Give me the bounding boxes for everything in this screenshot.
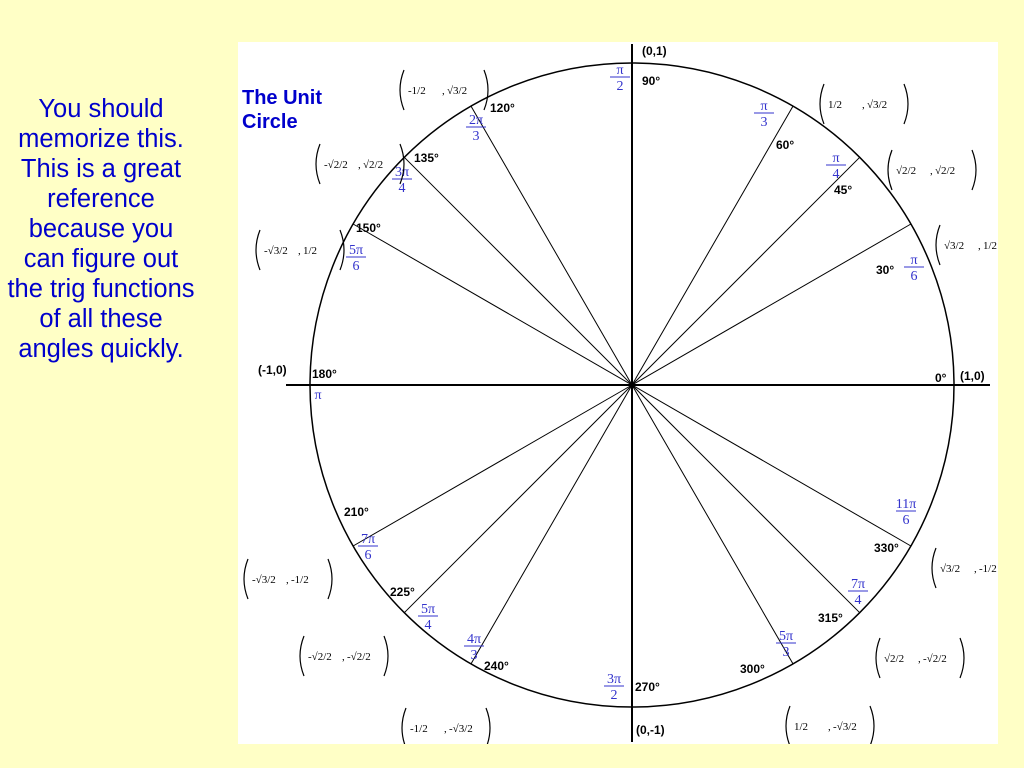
- degree-label-240: 240°: [484, 659, 509, 673]
- radius-line-225: [404, 385, 632, 613]
- unit-circle-panel: [238, 42, 998, 744]
- coordinate-comma-330: ,: [974, 563, 977, 575]
- radius-line-150: [353, 224, 632, 385]
- radian-denominator-120: 3: [472, 129, 480, 144]
- radius-line-300: [632, 385, 793, 664]
- radian-numerator-210: 7π: [360, 532, 376, 547]
- coordinate-comma-225: ,: [342, 651, 345, 663]
- coordinate-y-225: -√2/2: [347, 651, 371, 663]
- coordinate-y-45: √2/2: [935, 165, 956, 177]
- radian-denominator-210: 6: [364, 548, 372, 563]
- radian-numerator-120: 2π: [468, 113, 484, 128]
- radius-line-135: [404, 157, 632, 385]
- coordinate-right-paren-60: [904, 84, 908, 124]
- coordinate-left-paren-150: [256, 230, 260, 270]
- radian-numerator-330: 11π: [895, 497, 917, 512]
- coordinate-right-paren-240: [486, 708, 490, 744]
- radius-line-30: [632, 224, 911, 385]
- unit-circle-diagram: [238, 42, 998, 744]
- coordinate-y-240: -√3/2: [449, 723, 473, 735]
- radian-numerator-270: 3π: [606, 672, 622, 687]
- radian-denominator-315: 4: [854, 593, 862, 608]
- radian-denominator-60: 3: [760, 115, 768, 130]
- degree-label-120: 120°: [490, 101, 515, 115]
- point-label-right: (1,0): [960, 369, 985, 383]
- degree-label-180: 180°: [312, 367, 337, 381]
- radian-numerator-135: 3π: [394, 165, 410, 180]
- coordinate-comma-210: ,: [286, 574, 289, 586]
- radian-numerator-30: π: [910, 253, 918, 268]
- coordinate-comma-120: ,: [442, 85, 445, 97]
- coordinate-left-paren-315: [876, 638, 880, 678]
- coordinate-comma-135: ,: [358, 159, 361, 171]
- radius-line-330: [632, 385, 911, 546]
- point-label-top: (0,1): [642, 44, 667, 58]
- radian-denominator-150: 6: [352, 259, 360, 274]
- coordinate-x-60: 1/2: [828, 99, 843, 111]
- coordinate-x-210: -√3/2: [252, 574, 276, 586]
- coordinate-left-paren-225: [300, 636, 304, 676]
- coordinate-right-paren-120: [484, 70, 488, 110]
- coordinate-x-225: -√2/2: [308, 651, 332, 663]
- coordinate-left-paren-120: [400, 70, 404, 110]
- coordinate-comma-150: ,: [298, 245, 301, 257]
- radian-numerator-150: 5π: [348, 243, 364, 258]
- coordinate-left-paren-240: [402, 708, 406, 744]
- radius-line-240: [471, 385, 632, 664]
- coordinate-left-paren-30: [936, 225, 940, 265]
- coordinate-x-120: -1/2: [408, 85, 426, 97]
- coordinate-y-210: -1/2: [291, 574, 309, 586]
- radian-denominator-90: 2: [616, 79, 624, 94]
- radian-denominator-270: 2: [610, 688, 618, 703]
- degree-label-45: 45°: [834, 183, 853, 197]
- coordinate-right-paren-210: [328, 559, 332, 599]
- coordinate-left-paren-45: [888, 150, 892, 190]
- coordinate-left-paren-135: [316, 144, 320, 184]
- coordinate-comma-315: ,: [918, 653, 921, 665]
- coordinate-right-paren-150: [340, 230, 344, 270]
- coordinate-x-330: √3/2: [940, 563, 961, 575]
- coordinate-y-150: 1/2: [303, 245, 318, 257]
- radian-numerator-90: π: [616, 63, 624, 78]
- radian-numerator-240: 4π: [466, 632, 482, 647]
- radian-denominator-330: 6: [902, 513, 910, 528]
- coordinate-right-paren-225: [384, 636, 388, 676]
- degree-label-60: 60°: [776, 138, 795, 152]
- coordinate-x-150: -√3/2: [264, 245, 288, 257]
- coordinate-y-330: -1/2: [979, 563, 997, 575]
- radian-denominator-30: 6: [910, 269, 918, 284]
- degree-label-330: 330°: [874, 541, 899, 555]
- radian-numerator-180: π: [314, 388, 322, 403]
- radian-denominator-225: 4: [424, 618, 432, 633]
- coordinate-left-paren-60: [820, 84, 824, 124]
- coordinate-y-120: √3/2: [447, 85, 468, 97]
- radian-numerator-300: 5π: [778, 629, 794, 644]
- radian-numerator-315: 7π: [850, 577, 866, 592]
- point-label-bottom: (0,-1): [636, 723, 665, 737]
- coordinate-left-paren-330: [932, 548, 936, 588]
- radius-line-210: [353, 385, 632, 546]
- radius-line-45: [632, 157, 860, 385]
- degree-label-210: 210°: [344, 505, 369, 519]
- degree-label-270: 270°: [635, 680, 660, 694]
- radian-denominator-240: 3: [470, 648, 478, 663]
- coordinate-right-paren-300: [870, 706, 874, 744]
- degree-label-315: 315°: [818, 611, 843, 625]
- coordinate-comma-300: ,: [828, 721, 831, 733]
- radian-denominator-45: 4: [832, 167, 840, 182]
- coordinate-x-45: √2/2: [896, 165, 917, 177]
- degree-label-300: 300°: [740, 662, 765, 676]
- coordinate-x-135: -√2/2: [324, 159, 348, 171]
- radius-line-120: [468, 106, 632, 385]
- coordinate-y-315: -√2/2: [923, 653, 947, 665]
- degree-label-225: 225°: [390, 585, 415, 599]
- coordinate-comma-60: ,: [862, 99, 865, 111]
- degree-label-90: 90°: [642, 74, 661, 88]
- coordinate-left-paren-300: [786, 706, 790, 744]
- coordinate-comma-30: ,: [978, 240, 981, 252]
- radian-denominator-135: 4: [398, 181, 406, 196]
- coordinate-x-315: √2/2: [884, 653, 905, 665]
- coordinate-y-60: √3/2: [867, 99, 888, 111]
- coordinate-x-240: -1/2: [410, 723, 428, 735]
- diagram-title: The Unit Circle: [242, 87, 322, 133]
- side-note-text: You should memorize this. This is a great reference because you can figure out the trig functions of all these angles quickly.: [7, 95, 195, 363]
- radian-numerator-60: π: [760, 99, 768, 114]
- coordinate-comma-45: ,: [930, 165, 933, 177]
- coordinate-y-300: -√3/2: [833, 721, 857, 733]
- degree-label-135: 135°: [414, 151, 439, 165]
- radius-line-315: [632, 385, 860, 613]
- coordinate-right-paren-315: [960, 638, 964, 678]
- degree-label-0: 0°: [935, 371, 947, 385]
- coordinate-left-paren-210: [244, 559, 248, 599]
- coordinate-comma-240: ,: [444, 723, 447, 735]
- degree-label-30: 30°: [876, 263, 895, 277]
- degree-label-150: 150°: [356, 221, 381, 235]
- radian-denominator-300: 3: [782, 645, 790, 660]
- coordinate-x-30: √3/2: [944, 240, 965, 252]
- coordinate-x-300: 1/2: [794, 721, 809, 733]
- point-label-left: (-1,0): [258, 363, 287, 377]
- radius-line-60: [632, 106, 793, 385]
- radian-numerator-225: 5π: [420, 602, 436, 617]
- coordinate-y-135: √2/2: [363, 159, 384, 171]
- coordinate-y-30: 1/2: [983, 240, 998, 252]
- radian-numerator-45: π: [832, 151, 840, 166]
- coordinate-right-paren-45: [972, 150, 976, 190]
